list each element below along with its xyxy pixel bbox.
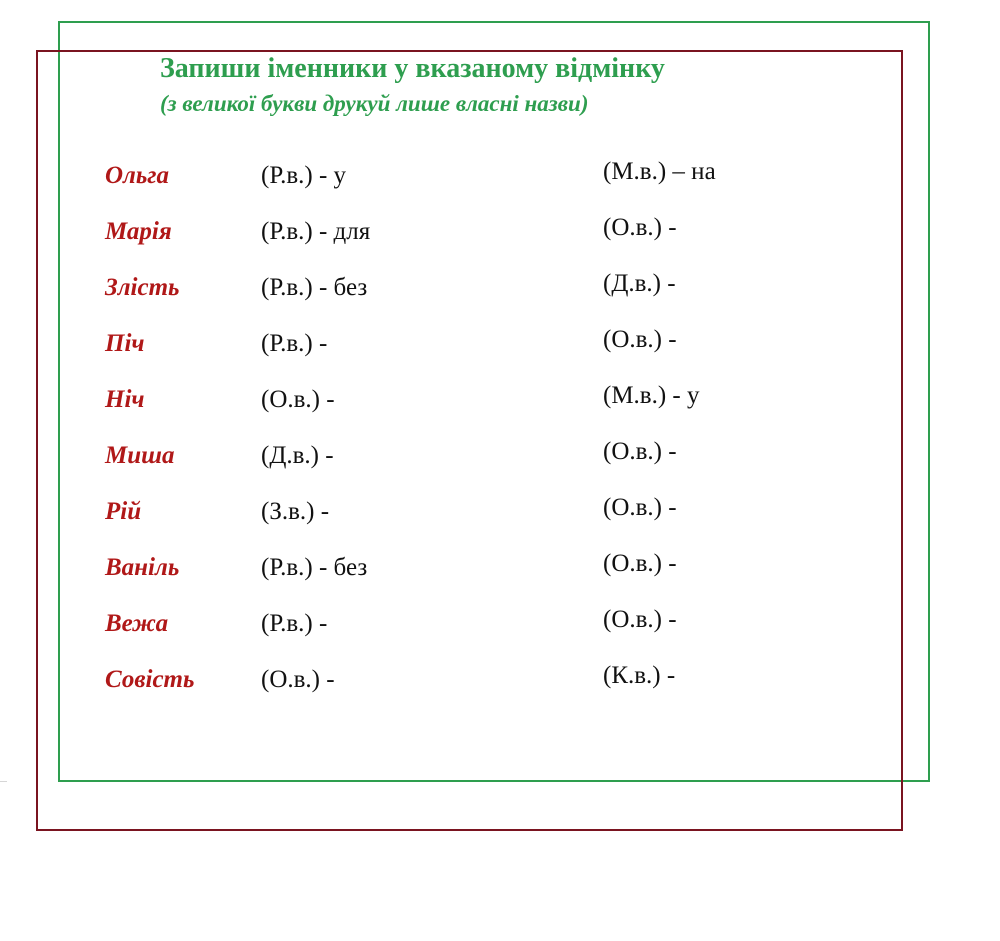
case-prompt-2: (К.в.) - <box>603 662 676 689</box>
noun-word: Ваніль <box>105 554 180 581</box>
noun-word: Піч <box>105 330 145 357</box>
case-prompt-1: (Р.в.) - для <box>261 218 371 245</box>
noun-row-3 <box>0 270 1000 310</box>
noun-row-1 <box>0 158 1000 198</box>
noun-word: Ніч <box>105 386 145 413</box>
noun-word: Вежа <box>105 610 169 637</box>
case-prompt-2: (М.в.) - у <box>603 382 700 409</box>
noun-row-2 <box>0 214 1000 254</box>
case-prompt-2: (Д.в.) - <box>603 270 676 297</box>
case-prompt-1: (О.в.) - <box>261 666 335 693</box>
case-prompt-1: (О.в.) - <box>261 386 335 413</box>
case-prompt-1: (Р.в.) - без <box>261 554 368 581</box>
page-title: Запиши іменники у вказаному відмінку <box>160 53 665 84</box>
noun-word: Злість <box>105 274 180 301</box>
case-prompt-2: (О.в.) - <box>603 606 677 633</box>
noun-row-6 <box>0 438 1000 478</box>
case-prompt-1: (Р.в.) - у <box>261 162 347 189</box>
case-prompt-1: (Д.в.) - <box>261 442 334 469</box>
noun-row-7 <box>0 494 1000 534</box>
noun-word: Рій <box>105 498 142 525</box>
case-prompt-2: (М.в.) – на <box>603 158 716 185</box>
case-prompt-2: (О.в.) - <box>603 326 677 353</box>
edge-mark <box>0 781 7 782</box>
noun-row-5 <box>0 382 1000 422</box>
noun-row-9 <box>0 606 1000 646</box>
case-prompt-1: (Р.в.) - <box>261 610 328 637</box>
case-prompt-1: (Р.в.) - без <box>261 274 368 301</box>
noun-row-8 <box>0 550 1000 590</box>
noun-row-10 <box>0 662 1000 702</box>
case-prompt-1: (З.в.) - <box>261 498 330 525</box>
page-subtitle: (з великої букви друкуй лише власні назви) <box>160 91 589 116</box>
case-prompt-2: (О.в.) - <box>603 214 677 241</box>
noun-word: Ольга <box>105 162 170 189</box>
case-prompt-2: (О.в.) - <box>603 550 677 577</box>
noun-word: Совість <box>105 666 195 693</box>
case-prompt-2: (О.в.) - <box>603 494 677 521</box>
noun-row-4 <box>0 326 1000 366</box>
case-prompt-1: (Р.в.) - <box>261 330 328 357</box>
case-prompt-2: (О.в.) - <box>603 438 677 465</box>
noun-word: Марія <box>105 218 172 245</box>
noun-word: Миша <box>105 442 175 469</box>
